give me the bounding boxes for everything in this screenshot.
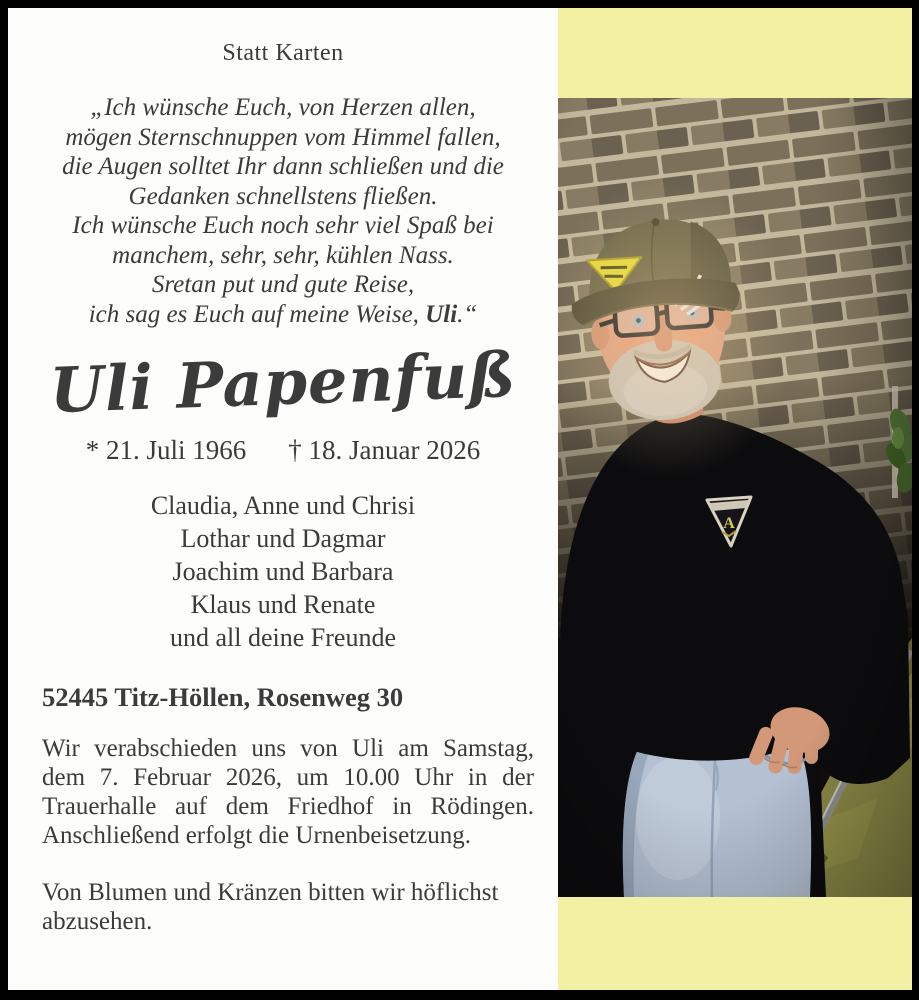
- poem-line: Sretan put und gute Reise,: [151, 271, 415, 298]
- mourner-line: Joachim und Barbara: [172, 557, 394, 586]
- poem-line: Gedanken schnellstens fließen.: [128, 182, 438, 210]
- poem-line: „Ich wünsche Euch, von Herzen allen,: [90, 94, 476, 121]
- birth-date: * 21. Juli 1966: [85, 435, 247, 465]
- photo-column: [558, 8, 912, 990]
- deceased-name: Uli Papenfuß: [48, 337, 518, 428]
- notice-header: Statt Karten: [222, 40, 344, 66]
- flowers-note: Von Blumen und Kränzen bitten wir höflichst abzusehen.: [42, 879, 499, 935]
- poem-line: mögen Sternschnuppen vom Himmel fallen,: [65, 123, 501, 151]
- funeral-info: Wir verabschieden uns von Uli am Samstag, dem 7. Februar 2026, um 10.00 Uhr in der Trauerhalle auf dem Friedhof in Rödingen. Anschließend erfolgt die Urnenbeisetzung.: [42, 735, 534, 849]
- deceased-nickname: Uli: [425, 300, 458, 328]
- poem-last-line-prefix: ich sag es Euch auf meine Weise,: [88, 300, 426, 328]
- poem-line: Ich wünsche Euch noch sehr viel Spaß bei: [72, 212, 494, 239]
- mourner-line: Lothar und Dagmar: [180, 524, 386, 553]
- address-line: 52445 Titz-Höllen, Rosenweg 30: [42, 682, 404, 712]
- notice-text-column: [8, 8, 558, 990]
- mourners-list: [8, 489, 558, 654]
- mourner-line: Klaus und Renate: [190, 590, 376, 619]
- poem-line: manchem, sehr, sehr, kühlen Nass.: [112, 241, 454, 269]
- deceased-photo: [558, 98, 912, 897]
- life-dates: [8, 433, 558, 467]
- poem-line: die Augen solltet Ihr dann schließen und die: [62, 153, 504, 180]
- mourner-line: Claudia, Anne und Chrisi: [150, 491, 416, 520]
- poem-last-line-suffix: .“: [457, 300, 478, 328]
- memorial-poem: [14, 93, 552, 329]
- poem-last-line: [14, 300, 552, 330]
- death-date: † 18. Januar 2026: [288, 435, 481, 465]
- mourner-line: und all deine Freunde: [170, 623, 396, 652]
